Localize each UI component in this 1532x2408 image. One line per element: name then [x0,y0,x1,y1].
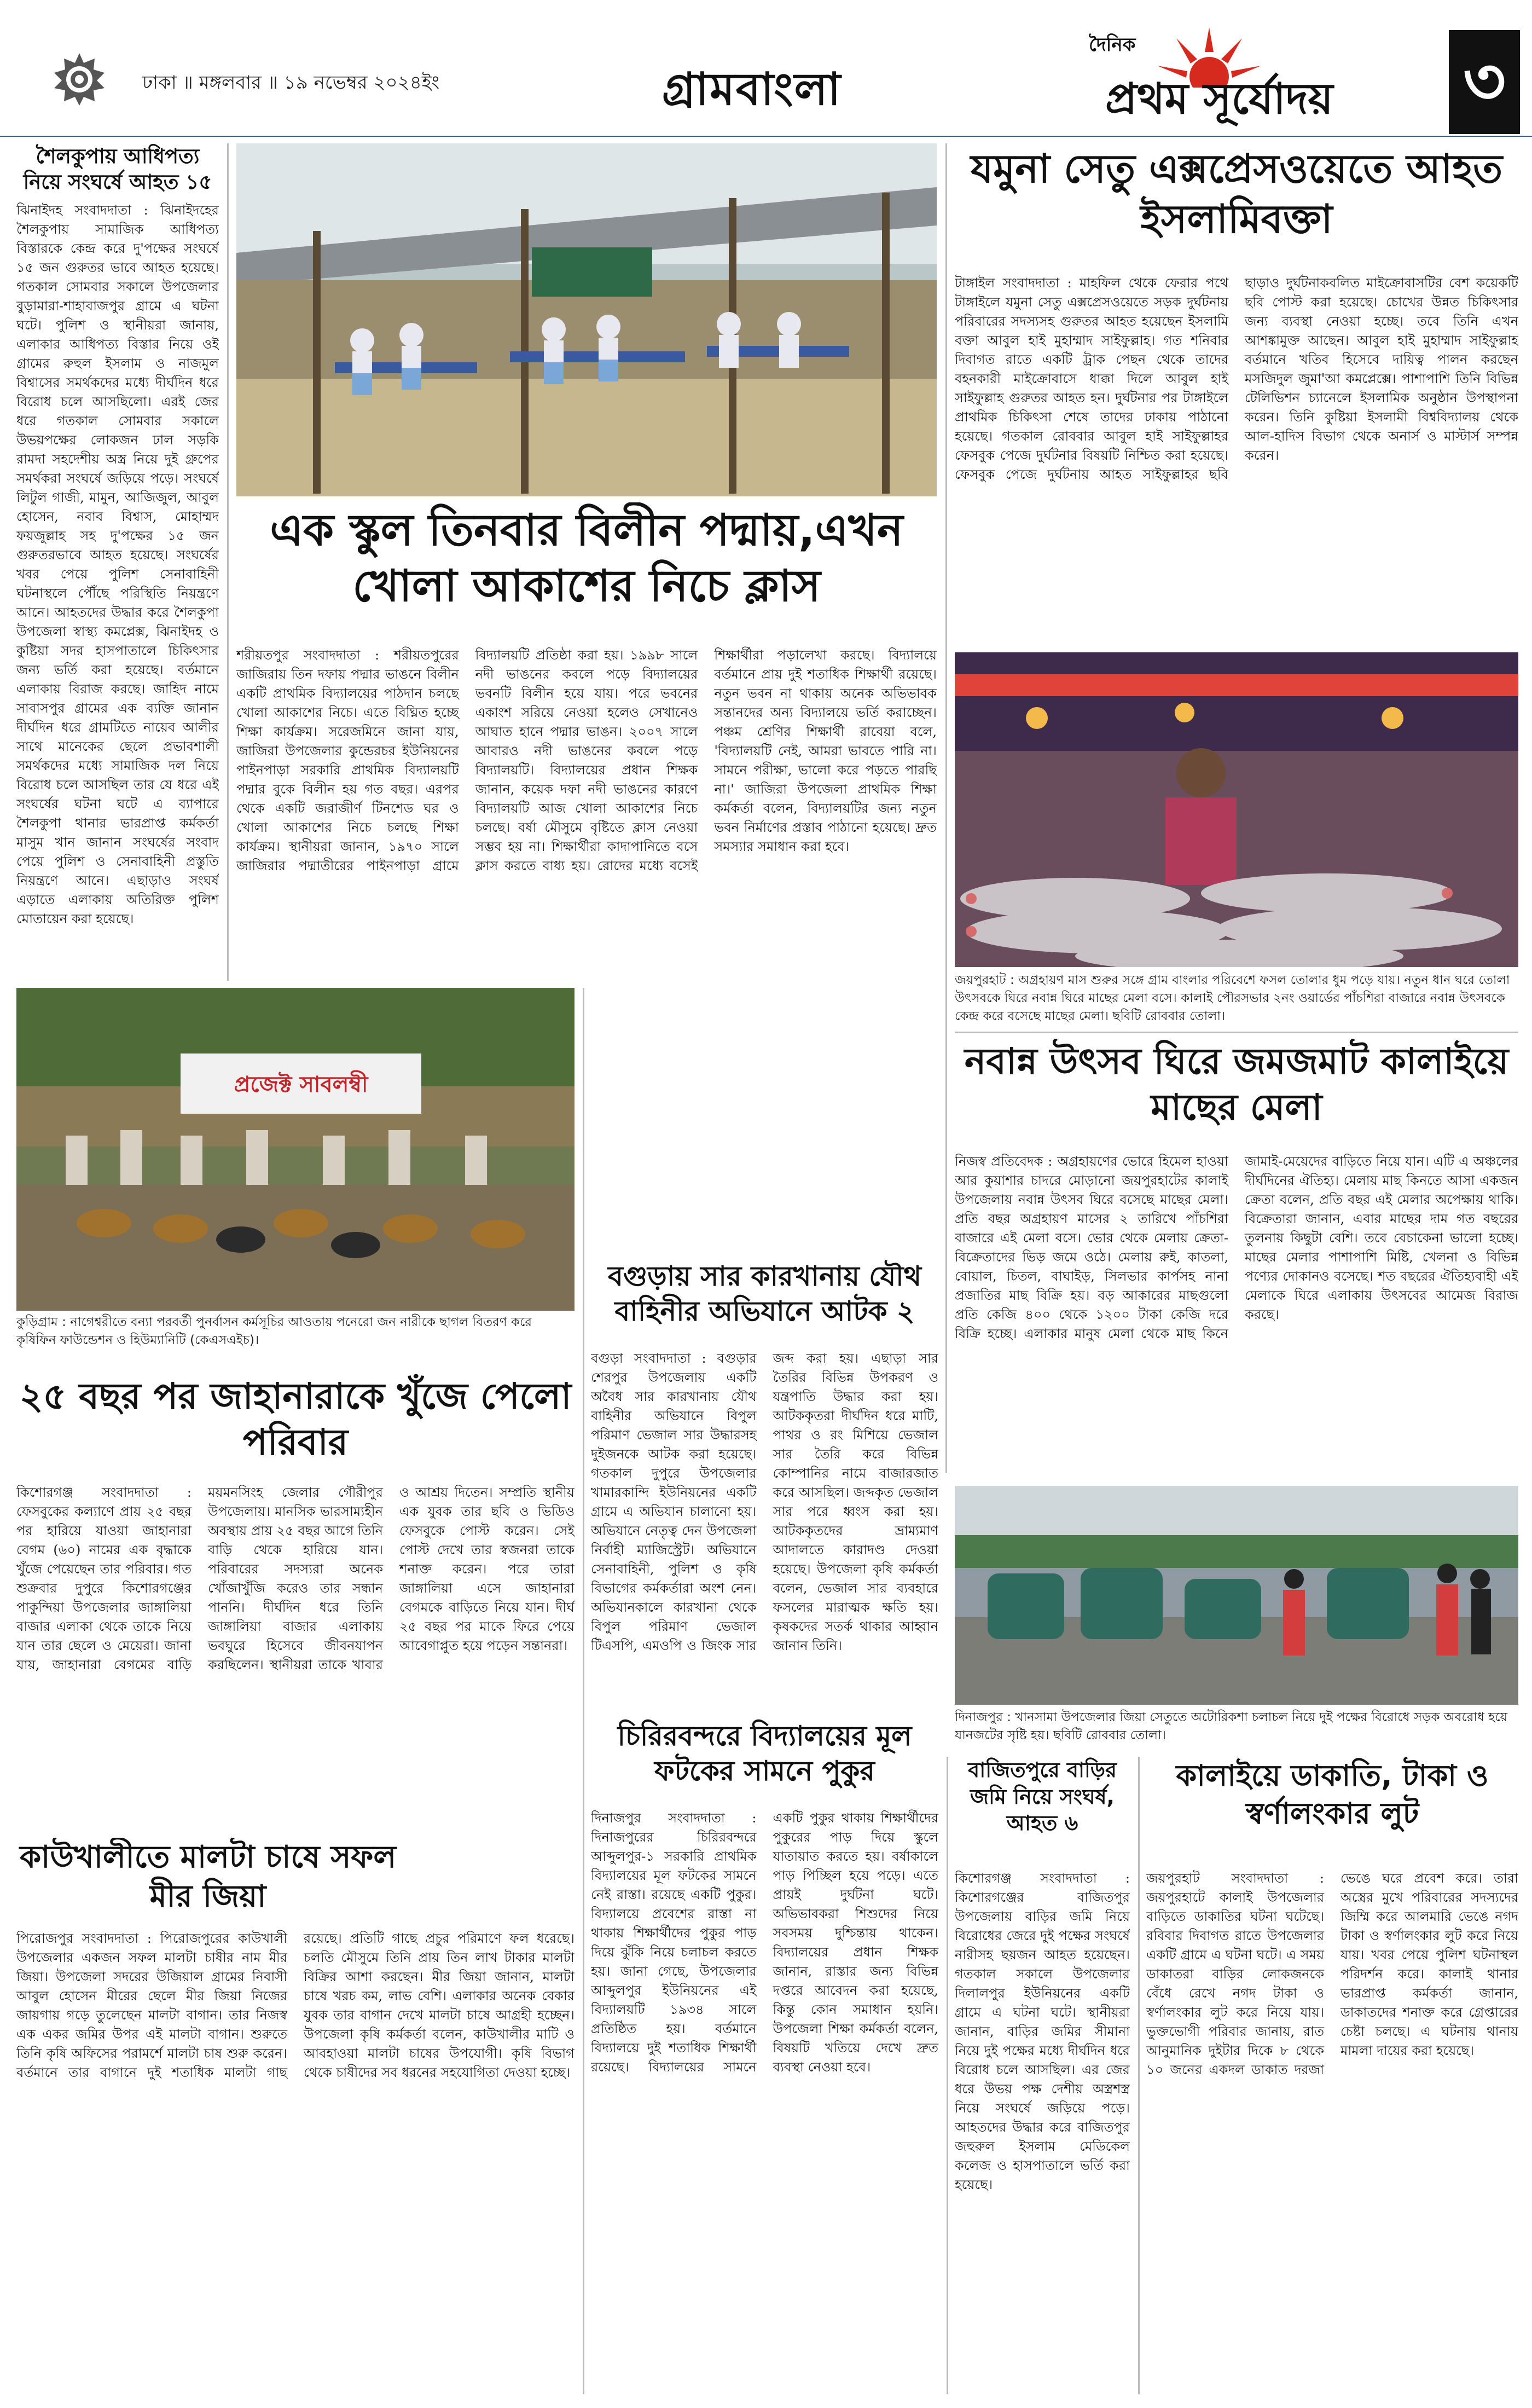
column-divider [945,143,947,1473]
ornament-emblem-icon [52,52,107,107]
masthead-rule [0,136,1532,137]
story-headline: যমুনা সেতু এক্সপ্রেসওয়েতে আহত ইসলামিবক্তা [970,146,1503,242]
story-body: শরীয়তপুর সংবাদদাতা : শরীয়তপুরের জাজিরায় তিন দফায় পদ্মার ভাঙনে বিলীন একটি প্রাথমিক বিদ্যালয়ের পাঠদান চলছে খোলা আকাশের নিচে। এতে বিঘ্নিত হচ্ছে শিক্ষা কার্যক্রম। সরেজমিনে জানা যায়, জাজিরা উপজেলার কুন্ডেরচর ইউনিয়নের পাইনপাড়া সরকারি প্রাথমিক বিদ্যালয়টি পদ্মার বুকে বিলীন হয় গত বছর। এরপর থেকে একটি জরাজীর্ণ টিনশেড ঘর ও খোলা আকাশের নিচে চলছে শিক্ষা কার্যক্রম। স্থানীয়রা জানান, ১৯৭০ সালে জাজিরার পদ্মাতীরের পাইনপাড়া গ্রামে বিদ্যালয়টি প্রতিষ্ঠা করা হয়। ১৯৯৮ সালে নদী ভাঙনের কবলে পড়ে বিদ্যালয়ের ভবনটি বিলীন হয়ে যায়। পরে ভবনের একাংশ সরিয়ে নেওয়া হলেও সেখানেও আঘাত হানে পদ্মার ভাঙন। ২০০৭ সালে আবারও নদী ভাঙনের কবলে পড়ে বিদ্যালয়টি। বিদ্যালয়ের প্রধান শিক্ষক জানান, কয়েক দফা নদী ভাঙনের কারণে বিদ্যালয়টি আজ খোলা আকাশের নিচে চলছে। বর্ষা মৌসুমে বৃষ্টিতে ক্লাস নেওয়া সম্ভব হয় না। শিক্ষার্থীরা কাদাপানিতে বসে ক্লাস করতে বাধ্য হয়। রোদের মধ্যে বসেই শিক্ষার্থীরা পড়ালেখা করছে। বিদ্যালয়ে বর্তমানে প্রায় দুই শতাধিক শিক্ষার্থী রয়েছে। নতুন ভবন না থাকায় অনেক অভিভাবক সন্তানদের অন্য বিদ্যালয়ে ভর্তি করাচ্ছেন। পঞ্চম শ্রেণির শিক্ষার্থী রাবেয়া বলে, 'বিদ্যালয়টি নেই, আমরা ভাবতে পারি না। সামনে পরীক্ষা, ভালো করে পড়তে পারছি না।' জাজিরা উপজেলা প্রাথমিক শিক্ষা কর্মকর্তা বলেন, বিদ্যালয়টির জন্য নতুন ভবন নির্মাণের প্রস্তাব পাঠানো হয়েছে। দ্রুত সমস্যার সমাধান করা হবে। [236,647,937,873]
story-headline: এক স্কুল তিনবার বিলীন পদ্মায়,এখন খোলা আকাশের নিচে ক্লাস [270,505,903,612]
story-kalai [1146,1869,1518,2394]
newspaper-logo [1089,27,1428,126]
project-banner-text: প্রজেক্ট সাবলম্বী [234,1072,368,1097]
story-body: জয়পুরহাট সংবাদদাতা : জয়পুরহাটে কালাই উপজেলার বাড়িতে ডাকাতির ঘটনা ঘটেছে। রবিবার দিবাগত রাতে উপজেলার একটি গ্রামে এ ঘটনা ঘটে। এ সময় ডাকাতরা বাড়ির লোকজনকে বেঁধে রেখে নগদ টাকা ও স্বর্ণালংকার লুট করে নিয়ে যায়। ভুক্তভোগী পরিবার জানায়, রাত আনুমানিক দুইটার দিকে ৮ থেকে ১০ জনের একদল ডাকাত দরজা ভেঙে ঘরে প্রবেশ করে। তারা অস্ত্রের মুখে পরিবারের সদস্যদের জিম্মি করে আলমারি ভেঙে নগদ টাকা ও স্বর্ণালংকার লুট করে নিয়ে যায়। খবর পেয়ে পুলিশ ঘটনাস্থল পরিদর্শন করে। কালাই থানার ভারপ্রাপ্ত কর্মকর্তা জানান, ডাকাতদের শনাক্ত করে গ্রেপ্তারের চেষ্টা চলছে। এ ঘটনায় থানায় মামলা দায়ের করা হয়েছে। [1146,1871,1518,2077]
column-divider [1138,1757,1140,2394]
page-number: ৩ [1449,30,1520,134]
bajitpur-headline-box [955,1757,1130,1866]
kalai-headline-box [1146,1757,1518,1866]
story-school [236,646,937,980]
goat-distribution-photo [16,988,574,1311]
story-shailkupa [16,143,219,981]
story-headline: বগুড়ায় সার কারখানায় যৌথ বাহিনীর অভিযানে আটক ২ [608,1260,921,1327]
nabanna-headline-box [955,1039,1518,1148]
story-headline: চিরিরবন্দরে বিদ্যালয়ের মূল ফটকের সামনে পুকুর [617,1720,912,1787]
story-headline: শৈলকুপায় আধিপত্য নিয়ে সংঘর্ষে আহত ১৫ [23,144,212,194]
fish-photo-caption: জয়পুরহাট : অগ্রহায়ণ মাস শুরুর সঙ্গে গ্রাম বাংলার পরিবেশে ফসল তোলার ধুম পড়ে যায়। নতুন ধান ঘরে তোলা উৎসবকে ঘিরে নবান্ন ঘিরে মাছের মেলা বসে। কালাই পৌরসভার ২নং ওয়ার্ডের পাঁচশিরা বাজারে নবান্ন উৎসবকে কেন্দ্র করে বসেছে মাছের মেলা। ছবিটি রোববার তোলা। [955,973,1510,1023]
story-body: বগুড়া সংবাদদাতা : বগুড়ার শেরপুর উপজেলায় একটি অবৈধ সার কারখানায় যৌথ বাহিনীর অভিযানে বিপুল পরিমাণ ভেজাল সার উদ্ধারসহ দুইজনকে আটক করা হয়েছে। গতকাল দুপুরে উপজেলার খামারকান্দি ইউনিয়নের একটি গ্রামে এ অভিযান চালানো হয়। অভিযানে নেতৃত্ব দেন উপজেলা নির্বাহী ম্যাজিস্ট্রেট। অভিযানে সেনাবাহিনী, পুলিশ ও কৃষি বিভাগের কর্মকর্তারা অংশ নেন। অভিযানকালে কারখানা থেকে বিপুল পরিমাণ ভেজাল টিএসপি, এমওপি ও জিংক সার জব্দ করা হয়। এছাড়া সার তৈরির বিভিন্ন উপকরণ ও যন্ত্রপাতি উদ্ধার করা হয়। আটককৃতরা দীর্ঘদিন ধরে মাটি, পাথর ও রং মিশিয়ে ভেজাল সার তৈরি করে বিভিন্ন কোম্পানির নামে বাজারজাত করে আসছিল। জব্দকৃত ভেজাল সার পরে ধ্বংস করা হয়। আটককৃতদের ভ্রাম্যমাণ আদালতে কারাদণ্ড দেওয়া হয়েছে। উপজেলা কৃষি কর্মকর্তা বলেন, ভেজাল সার ব্যবহারে ফসলের মারাত্মক ক্ষতি হয়। কৃষকদের সতর্ক থাকার আহ্বান জানান তিনি। [591,1351,938,1653]
story-headline: নবান্ন উৎসব ঘিরে জমজমাট কালাইয়ে মাছের মেলা [964,1040,1509,1129]
story-body: নিজস্ব প্রতিবেদক : অগ্রহায়ণের ভোরে হিমেল হাওয়া আর কুয়াশার চাদরে মোড়ানো জয়পুরহাটের কালাই উপজেলায় নবান্ন উৎসব ঘিরে বসেছে মাছের মেলা। প্রতি বছর অগ্রহায়ণ মাসের ২ তারিখে পাঁচশিরা বাজারে এই মেলা বসে। ভোর থেকে মেলায় ক্রেতা-বিক্রেতাদের ভিড় জমে ওঠে। মেলায় রুই, কাতলা, বোয়াল, চিতল, বাঘাইড়, সিলভার কার্পসহ নানা প্রজাতির মাছ বিক্রি হয়। বড় আকারের মাছগুলো প্রতি কেজি ৪০০ থেকে ১২০০ টাকা কেজি দরে বিক্রি হচ্ছে। এলাকার মানুষ মেলা থেকে মাছ কিনে জামাই-মেয়েদের বাড়িতে নিয়ে যান। এটি এ অঞ্চলের দীর্ঘদিনের ঐতিহ্য। মেলায় মাছ কিনতে আসা একজন ক্রেতা বলেন, প্রতি বছর এই মেলার অপেক্ষায় থাকি। বিক্রেতারা জানান, এবার মাছের দাম গত বছরের তুলনায় কিছুটা বেশি। তবে বেচাকেনা ভালো হচ্ছে। মাছের মেলার পাশাপাশি মিষ্টি, খেলনা ও বিভিন্ন পণ্যের দোকানও বসেছে। শত বছরের ঐতিহ্যবাহী এই মেলাকে ঘিরে এলাকায় উৎসবের আমেজ বিরাজ করছে। [955,1154,1518,1341]
chirirbandar-headline-box [591,1718,938,1806]
story-body: পিরোজপুর সংবাদদাতা : পিরোজপুরের কাউখালী উপজেলার একজন সফল মালটা চাষীর নাম মীর জিয়া। উপজেলা সদরের উজিয়াল গ্রামের নিবাসী আবুল হোসেন মীরের ছেলে মীর জিয়া নিজের জায়গায় গড়ে তুলেছেন মালটা বাগান। তার নিজস্ব এক একর জমির উপর এই মালটা বাগান। শুরুতে তিনি কৃষি অফিসের পরামর্শে মালটা চাষ শুরু করেন। বর্তমানে তার বাগানে দুই শতাধিক মালটা গাছ রয়েছে। প্রতিটি গাছে প্রচুর পরিমাণে ফল ধরেছে। চলতি মৌসুমে তিনি প্রায় তিন লাখ টাকার মালটা বিক্রির আশা করছেন। মীর জিয়া জানান, মালটা চাষে খরচ কম, লাভ বেশি। এলাকার অনেক বেকার যুবক তার বাগান দেখে মালটা চাষে আগ্রহী হচ্ছেন। উপজেলা কৃষি কর্মকর্তা বলেন, কাউখালীর মাটি ও আবহাওয়া মালটা চাষের উপযোগী। কৃষি বিভাগ থেকে চাষীদের সব ধরনের সহযোগিতা দেওয়া হচ্ছে। [16,1931,574,2080]
school-headline-box [236,502,937,639]
story-bajitpur [955,1869,1130,2394]
story-headline: কালাইয়ে ডাকাতি, টাকা ও স্বর্ণালংকার লুট [1176,1758,1489,1831]
column-divider [583,988,584,2394]
paper-prefix: দৈনিক [1089,34,1136,56]
section-divider [955,1032,1518,1033]
story-kawkhali [16,1929,574,2394]
story-jamuna [955,274,1518,646]
fish-market-photo [955,652,1518,967]
story-headline: ২৫ বছর পর জাহানারাকে খুঁজে পেলো পরিবার [19,1375,572,1464]
story-headline: বাজিতপুরে বাড়ির জমি নিয়ে সংঘর্ষ, আহত ৬ [968,1758,1117,1836]
section-title: গ্রামবাংলা [662,63,842,115]
jahanara-headline-box [16,1374,574,1478]
date-line: ঢাকা ॥ মঙ্গলবার ॥ ১৯ নভেম্বর ২০২৪ইং [142,72,440,94]
story-body: দিনাজপুর সংবাদদাতা : দিনাজপুরের চিরিরবন্দরে আব্দুলপুর-১ সরকারি প্রাথমিক বিদ্যালয়ের মূল ফটকের সামনে নেই রাস্তা। রয়েছে একটি পুকুর। বিদ্যালয়ে প্রবেশের রাস্তা না থাকায় শিক্ষার্থীদের পুকুর পাড় দিয়ে ঝুঁকি নিয়ে চলাচল করতে হয়। জানা গেছে, উপজেলার আব্দুলপুর ইউনিয়নের এই বিদ্যালয়টি ১৯৩৪ সালে প্রতিষ্ঠিত হয়। বর্তমানে বিদ্যালয়ে দুই শতাধিক শিক্ষার্থী রয়েছে। বিদ্যালয়ের সামনে একটি পুকুর থাকায় শিক্ষার্থীদের পুকুরের পাড় দিয়ে স্কুলে যাতায়াত করতে হয়। বর্ষাকালে পাড় পিচ্ছিল হয়ে পড়ে। এতে প্রায়ই দুর্ঘটনা ঘটে। অভিভাবকরা শিশুদের নিয়ে সবসময় দুশ্চিন্তায় থাকেন। বিদ্যালয়ের প্রধান শিক্ষক জানান, রাস্তার জন্য বিভিন্ন দপ্তরে আবেদন করা হয়েছে, কিন্তু কোন সমাধান হয়নি। উপজেলা শিক্ষা কর্মকর্তা বলেন, বিষয়টি খতিয়ে দেখে দ্রুত ব্যবস্থা নেওয়া হবে। [591,1810,938,2075]
story-nabanna [955,1152,1518,1475]
road-traffic-photo [955,1486,1518,1705]
story-body: কিশোরগঞ্জ সংবাদদাতা : ফেসবুকের কল্যাণে প্রায় ২৫ বছর পর হারিয়ে যাওয়া জাহানারা বেগম (৬০) নামের এক বৃদ্ধাকে খুঁজে পেয়েছেন তার পরিবার। গত শুক্রবার দুপুরে কিশোরগঞ্জের পাকুন্দিয়া উপজেলার জাঙ্গালিয়া বাজার এলাকা থেকে তাকে নিয়ে যান তার ছেলে ও মেয়েরা। জানা যায়, জাহানারা বেগমের বাড়ি ময়মনসিংহ জেলার গৌরীপুর উপজেলায়। মানসিক ভারসাম্যহীন অবস্থায় প্রায় ২৫ বছর আগে তিনি বাড়ি থেকে হারিয়ে যান। পরিবারের সদস্যরা অনেক খোঁজাখুঁজি করেও তার সন্ধান পাননি। দীর্ঘদিন ধরে তিনি জাঙ্গালিয়া বাজার এলাকায় ভবঘুরে হিসেবে জীবনযাপন করছিলেন। স্থানীয়রা তাকে খাবার ও আশ্রয় দিতেন। সম্প্রতি স্থানীয় এক যুবক তার ছবি ও ভিডিও ফেসবুকে পোস্ট করেন। সেই পোস্ট দেখে তার স্বজনরা তাকে শনাক্ত করেন। পরে তারা জাঙ্গালিয়া এসে জাহানারা বেগমকে বাড়িতে নিয়ে যান। দীর্ঘ ২৫ বছর পর মাকে ফিরে পেয়ে আবেগাপ্লুত হয়ে পড়েন সন্তানরা। [16,1485,574,1672]
story-body: ঝিনাইদহ সংবাদদাতা : ঝিনাইদহের শৈলকুপায় সামাজিক আধিপত্য বিস্তারকে কেন্দ্র করে দু'পক্ষের সংঘর্ষে ১৫ জন গুরুতর ভাবে আহত হয়েছে। গতকাল সোমবার সকালে উপজেলার বুড়ামারা-শাহাবাজপুর গ্রামে এ ঘটনা ঘটে। পুলিশ ও স্থানীয়রা জানায়, এলাকার আধিপত্য বিস্তার নিয়ে ওই গ্রামের রুহুল ইসলাম ও নাজমুল বিশ্বাসের সমর্থকদের মধ্যে দীর্ঘদিন ধরে বিরোধ চলে আসছিলো। এরই জের ধরে গতকাল সোমবার সকালে উভয়পক্ষের লোকজন ঢাল সড়কি রামদা সহদেশীয় অস্ত্র নিয়ে দুই গ্রুপের সমর্থকরা সংঘর্ষে জড়িয়ে পড়ে। সংঘর্ষে লিটুল গাজী, মামুন, আজিজুল, আবুল হোসেন, নবাব বিশ্বাস, মোহাম্মদ ফয়জুল্লাহ সহ দু'পক্ষের ১৫ জন গুরুতরভাবে আহত হয়েছে। সংঘর্ষের খবর পেয়ে পুলিশ সেনাবাহিনী ঘটনাস্থলে পৌঁছে পরিস্থিতি নিয়ন্ত্রণে আনে। আহতদের উদ্ধার করে শৈলকুপা উপজেলা স্বাস্থ্য কমপ্লেক্স, ঝিনাইদহ ও কুষ্টিয়া সদর হাসপাতালে চিকিৎসার জন্য ভর্তি করা হয়েছে। বর্তমানে এলাকায় বিরাজ করছে। জাহিদ নামে সাবাসপুর গ্রামের এক ব্যক্তি জানান দীর্ঘদিন ধরে গ্রামটিতে নায়েব আলীর সাথে মানেকের ছেলে প্রভাবশালী সমর্থকদের মধ্যে সামাজিক দল নিয়ে বিরোধ চলে আসছিল তার যে ধরে এই সংঘর্ষের ঘটনা ঘটে এ ব্যাপারে শৈলকুপা থানার ভারপ্রাপ্ত কর্মকর্তা মাসুম খান জানান সংঘর্ষের সংবাদ পেয়ে পুলিশ ও সেনাবাহিনী প্রস্তুতি নিয়ন্ত্রণে আনে। এছাড়াও সংঘর্ষ এড়াতে এলাকায় অতিরিক্ত পুলিশ মোতায়েন করা হয়েছে। [16,202,219,927]
column-divider [227,143,229,981]
column-divider [947,1757,948,2394]
goat-photo-caption: কুড়িগ্রাম : নাগেশ্বরীতে বন্যা পরবর্তী পুনর্বাসন কর্মসূচির আওতায় পনেরো জন নারীকে ছাগল বিতরণ করে কৃষিফিন ফাউন্ডেশন ও হিউম্যানিটি (কেএসএইচ)। [16,1315,532,1347]
paper-name: প্রথম সূর্যোদয় [1105,74,1333,124]
story-body: কিশোরগঞ্জ সংবাদদাতা : কিশোরগঞ্জের বাজিতপুর উপজেলায় বাড়ির জমি নিয়ে বিরোধের জেরে দুই পক্ষের সংঘর্ষে নারীসহ ছয়জন আহত হয়েছেন। গতকাল সকালে উপজেলার দিলালপুর ইউনিয়নের একটি গ্রামে এ ঘটনা ঘটে। স্থানীয়রা জানান, বাড়ির জমির সীমানা নিয়ে দুই পক্ষের মধ্যে দীর্ঘদিন ধরে বিরোধ চলে আসছিল। এর জের ধরে উভয় পক্ষ দেশীয় অস্ত্রশস্ত্র নিয়ে সংঘর্ষে জড়িয়ে পড়ে। আহতদের উদ্ধার করে বাজিতপুর জহুরুল ইসলাম মেডিকেল কলেজ ও হাসপাতালে ভর্তি করা হয়েছে। [955,1871,1130,2192]
school-classroom-photo [236,143,937,496]
story-headline: কাউখালীতে মালটা চাষে সফল মীর জিয়া [19,1839,397,1914]
story-jahanara [16,1483,574,1833]
traffic-photo-caption: দিনাজপুর : খানসামা উপজেলার জিয়া সেতুতে অটোরিকশা চলাচল নিয়ে দুই পক্ষের বিরোধে সড়ক অবরোধ হয়ে যানজটের সৃষ্টি হয়। ছবিটি রোববার তোলা। [955,1710,1508,1743]
story-bogura [591,1349,938,1716]
masthead [0,0,1532,137]
story-body: টাঙ্গাইল সংবাদদাতা : মাহফিল থেকে ফেরার পথে টাঙ্গাইলে যমুনা সেতু এক্সপ্রেসওয়েতে সড়ক দুর্ঘটনায় পরিবারের সদস্যসহ গুরুতর আহত হয়েছেন ইসলামি বক্তা আবুল হাই মুহাম্মাদ সাইফুল্লাহ। গত শনিবার দিবাগত রাতে একটি ট্রাক পেছন থেকে তাদের বহনকারী মাইক্রোবাসে ধাক্কা দিলে আবুল হাই সাইফুল্লাহ গুরুতর আহত হন। দুর্ঘটনার পর টাঙ্গাইলে প্রাথমিক চিকিৎসা শেষে তাদের ঢাকায় পাঠানো হয়েছে। গতকাল রোববার আবুল হাই সাইফুল্লাহর ফেসবুক পেজে দুর্ঘটনার বিষয়টি নিশ্চিত করা হয়েছে। ফেসবুক পেজে দুর্ঘটনায় আহত সাইফুল্লাহর ছবি ছাড়াও দুর্ঘটনাকবলিত মাইক্রোবাসটির বেশ কয়েকটি ছবি পোস্ট করা হয়েছে। চোখের উন্নত চিকিৎসার জন্য ব্যবস্থা নেওয়া হচ্ছে। তবে তিনি এখন আশঙ্কামুক্ত আছেন। আবুল হাই মুহাম্মাদ সাইফুল্লাহ বর্তমানে খতিব হিসেবে দায়িত্ব পালন করছেন মসজিদুল জুমা'আ কমপ্লেক্সে। পাশাপাশি তিনি বিভিন্ন টেলিভিশন চ্যানেলে ইসলামিক অনুষ্ঠান উপস্থাপনা করেন। তিনি কুষ্টিয়া ইসলামী বিশ্ববিদ্যালয় থেকে আল-হাদিস বিভাগ থেকে অনার্স ও মাস্টার্স সম্পন্ন করেন। [955,275,1518,482]
bogura-headline-box [591,1259,938,1346]
kawkhali-headline-box [16,1838,399,1925]
jamuna-headline-box [955,143,1518,269]
